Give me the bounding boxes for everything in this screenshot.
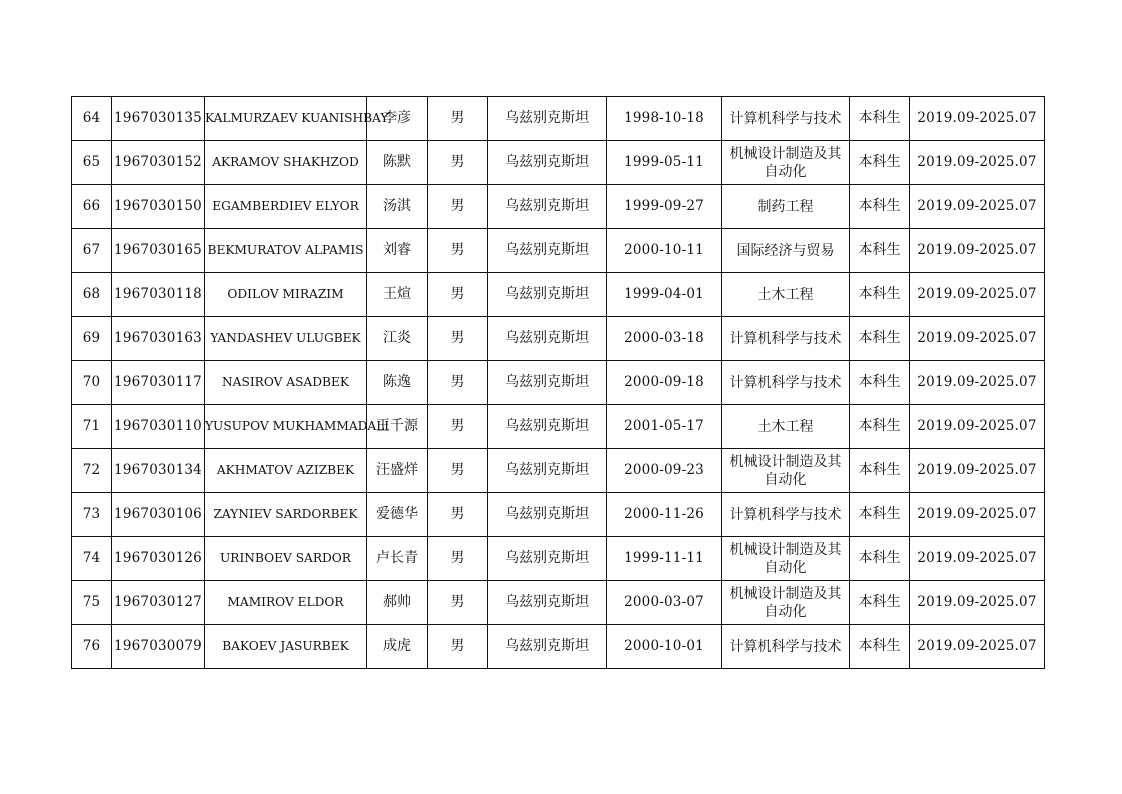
- row-number-cell: 68: [72, 273, 112, 317]
- degree-level-cell: 本科生: [850, 537, 910, 581]
- chinese-name-cell: 陈逸: [367, 361, 428, 405]
- degree-level-cell: 本科生: [850, 625, 910, 669]
- birth-date-cell: 2000-10-11: [607, 229, 722, 273]
- birth-date-cell: 1999-04-01: [607, 273, 722, 317]
- degree-level-cell: 本科生: [850, 141, 910, 185]
- gender-cell: 男: [428, 493, 488, 537]
- row-number-cell: 74: [72, 537, 112, 581]
- student-name-cell: NASIROV ASADBEK: [205, 361, 367, 405]
- student-roster-table: [71, 96, 1045, 669]
- row-number-cell: 67: [72, 229, 112, 273]
- nationality-cell: 乌兹别克斯坦: [488, 141, 607, 185]
- student-id-cell: 1967030079: [112, 625, 205, 669]
- nationality-cell: 乌兹别克斯坦: [488, 493, 607, 537]
- major-cell: 计算机科学与技术: [722, 361, 850, 405]
- row-number-cell: 70: [72, 361, 112, 405]
- major-cell: 计算机科学与技术: [722, 493, 850, 537]
- gender-cell: 男: [428, 97, 488, 141]
- row-number-cell: 65: [72, 141, 112, 185]
- birth-date-cell: 2000-11-26: [607, 493, 722, 537]
- row-number-cell: 71: [72, 405, 112, 449]
- major-cell: 计算机科学与技术: [722, 97, 850, 141]
- major-cell: 机械设计制造及其自动化: [722, 141, 850, 185]
- major-cell: 机械设计制造及其自动化: [722, 537, 850, 581]
- study-period-cell: 2019.09-2025.07: [910, 273, 1045, 317]
- row-number-cell: 66: [72, 185, 112, 229]
- student-id-cell: 1967030106: [112, 493, 205, 537]
- gender-cell: 男: [428, 185, 488, 229]
- degree-level-cell: 本科生: [850, 273, 910, 317]
- degree-level-cell: 本科生: [850, 493, 910, 537]
- degree-level-cell: 本科生: [850, 185, 910, 229]
- gender-cell: 男: [428, 449, 488, 493]
- major-cell: 机械设计制造及其自动化: [722, 449, 850, 493]
- study-period-cell: 2019.09-2025.07: [910, 581, 1045, 625]
- study-period-cell: 2019.09-2025.07: [910, 449, 1045, 493]
- birth-date-cell: 2000-09-18: [607, 361, 722, 405]
- gender-cell: 男: [428, 581, 488, 625]
- study-period-cell: 2019.09-2025.07: [910, 493, 1045, 537]
- major-cell: 机械设计制造及其自动化: [722, 581, 850, 625]
- nationality-cell: 乌兹别克斯坦: [488, 449, 607, 493]
- study-period-cell: 2019.09-2025.07: [910, 405, 1045, 449]
- study-period-cell: 2019.09-2025.07: [910, 361, 1045, 405]
- student-id-cell: 1967030165: [112, 229, 205, 273]
- gender-cell: 男: [428, 405, 488, 449]
- major-cell: 国际经济与贸易: [722, 229, 850, 273]
- student-name-cell: ODILOV MIRAZIM: [205, 273, 367, 317]
- nationality-cell: 乌兹别克斯坦: [488, 625, 607, 669]
- table-row: [72, 185, 1045, 229]
- degree-level-cell: 本科生: [850, 361, 910, 405]
- nationality-cell: 乌兹别克斯坦: [488, 273, 607, 317]
- table-row: [72, 405, 1045, 449]
- table-row: [72, 581, 1045, 625]
- degree-level-cell: 本科生: [850, 449, 910, 493]
- chinese-name-cell: 成虎: [367, 625, 428, 669]
- birth-date-cell: 2000-03-18: [607, 317, 722, 361]
- gender-cell: 男: [428, 273, 488, 317]
- major-cell: 土木工程: [722, 405, 850, 449]
- student-id-cell: 1967030126: [112, 537, 205, 581]
- student-id-cell: 1967030127: [112, 581, 205, 625]
- table-row: [72, 537, 1045, 581]
- study-period-cell: 2019.09-2025.07: [910, 97, 1045, 141]
- student-id-cell: 1967030152: [112, 141, 205, 185]
- chinese-name-cell: 陈默: [367, 141, 428, 185]
- nationality-cell: 乌兹别克斯坦: [488, 405, 607, 449]
- table-row: [72, 493, 1045, 537]
- row-number-cell: 75: [72, 581, 112, 625]
- table-row: [72, 229, 1045, 273]
- nationality-cell: 乌兹别克斯坦: [488, 317, 607, 361]
- degree-level-cell: 本科生: [850, 97, 910, 141]
- chinese-name-cell: 汪盛烊: [367, 449, 428, 493]
- student-name-cell: EGAMBERDIEV ELYOR: [205, 185, 367, 229]
- table-row: [72, 317, 1045, 361]
- row-number-cell: 72: [72, 449, 112, 493]
- birth-date-cell: 2000-09-23: [607, 449, 722, 493]
- birth-date-cell: 1999-11-11: [607, 537, 722, 581]
- degree-level-cell: 本科生: [850, 229, 910, 273]
- gender-cell: 男: [428, 537, 488, 581]
- chinese-name-cell: 郝帅: [367, 581, 428, 625]
- student-name-cell: AKHMATOV AZIZBEK: [205, 449, 367, 493]
- student-id-cell: 1967030150: [112, 185, 205, 229]
- student-id-cell: 1967030117: [112, 361, 205, 405]
- student-name-cell: BEKMURATOV ALPAMIS: [205, 229, 367, 273]
- row-number-cell: 69: [72, 317, 112, 361]
- student-id-cell: 1967030163: [112, 317, 205, 361]
- nationality-cell: 乌兹别克斯坦: [488, 581, 607, 625]
- chinese-name-cell: 王千源: [367, 405, 428, 449]
- row-number-cell: 64: [72, 97, 112, 141]
- study-period-cell: 2019.09-2025.07: [910, 317, 1045, 361]
- table-row: [72, 625, 1045, 669]
- chinese-name-cell: 李彦: [367, 97, 428, 141]
- chinese-name-cell: 刘睿: [367, 229, 428, 273]
- study-period-cell: 2019.09-2025.07: [910, 625, 1045, 669]
- nationality-cell: 乌兹别克斯坦: [488, 97, 607, 141]
- gender-cell: 男: [428, 229, 488, 273]
- birth-date-cell: 2000-03-07: [607, 581, 722, 625]
- nationality-cell: 乌兹别克斯坦: [488, 537, 607, 581]
- table-row: [72, 449, 1045, 493]
- nationality-cell: 乌兹别克斯坦: [488, 185, 607, 229]
- student-name-cell: AKRAMOV SHAKHZOD: [205, 141, 367, 185]
- chinese-name-cell: 王煊: [367, 273, 428, 317]
- gender-cell: 男: [428, 361, 488, 405]
- major-cell: 土木工程: [722, 273, 850, 317]
- birth-date-cell: 1998-10-18: [607, 97, 722, 141]
- nationality-cell: 乌兹别克斯坦: [488, 229, 607, 273]
- degree-level-cell: 本科生: [850, 317, 910, 361]
- study-period-cell: 2019.09-2025.07: [910, 141, 1045, 185]
- nationality-cell: 乌兹别克斯坦: [488, 361, 607, 405]
- major-cell: 计算机科学与技术: [722, 317, 850, 361]
- student-name-cell: MAMIROV ELDOR: [205, 581, 367, 625]
- chinese-name-cell: 爱德华: [367, 493, 428, 537]
- degree-level-cell: 本科生: [850, 405, 910, 449]
- student-id-cell: 1967030134: [112, 449, 205, 493]
- roster-body: [72, 97, 1045, 669]
- chinese-name-cell: 江炎: [367, 317, 428, 361]
- student-name-cell: URINBOEV SARDOR: [205, 537, 367, 581]
- table-row: [72, 273, 1045, 317]
- student-id-cell: 1967030118: [112, 273, 205, 317]
- gender-cell: 男: [428, 317, 488, 361]
- student-name-cell: KALMURZAEV KUANISHBAY: [205, 97, 367, 141]
- student-id-cell: 1967030135: [112, 97, 205, 141]
- student-id-cell: 1967030110: [112, 405, 205, 449]
- student-name-cell: YANDASHEV ULUGBEK: [205, 317, 367, 361]
- study-period-cell: 2019.09-2025.07: [910, 537, 1045, 581]
- degree-level-cell: 本科生: [850, 581, 910, 625]
- gender-cell: 男: [428, 625, 488, 669]
- chinese-name-cell: 卢长青: [367, 537, 428, 581]
- major-cell: 计算机科学与技术: [722, 625, 850, 669]
- table-row: [72, 361, 1045, 405]
- chinese-name-cell: 汤淇: [367, 185, 428, 229]
- gender-cell: 男: [428, 141, 488, 185]
- table-row: [72, 141, 1045, 185]
- table-row: [72, 97, 1045, 141]
- study-period-cell: 2019.09-2025.07: [910, 229, 1045, 273]
- student-name-cell: ZAYNIEV SARDORBEK: [205, 493, 367, 537]
- birth-date-cell: 2000-10-01: [607, 625, 722, 669]
- birth-date-cell: 2001-05-17: [607, 405, 722, 449]
- student-name-cell: BAKOEV JASURBEK: [205, 625, 367, 669]
- student-name-cell: YUSUPOV MUKHAMMADALI: [205, 405, 367, 449]
- study-period-cell: 2019.09-2025.07: [910, 185, 1045, 229]
- row-number-cell: 73: [72, 493, 112, 537]
- row-number-cell: 76: [72, 625, 112, 669]
- birth-date-cell: 1999-09-27: [607, 185, 722, 229]
- birth-date-cell: 1999-05-11: [607, 141, 722, 185]
- major-cell: 制药工程: [722, 185, 850, 229]
